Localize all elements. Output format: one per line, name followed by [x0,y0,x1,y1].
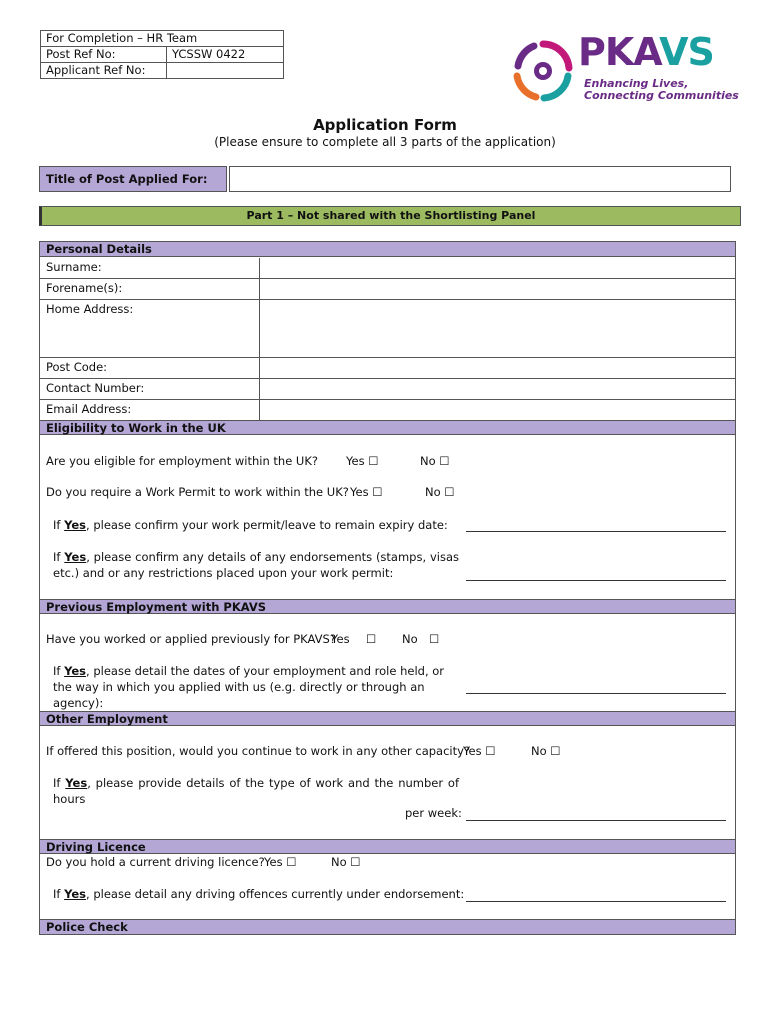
endorsements-question: If Yes, please confirm any details of any endorsements (stamps, visas etc.) and or any restrictions placed upon your work permit: [53,550,459,580]
eligible-no-checkbox[interactable]: No ☐ [420,454,450,468]
driving-offences-question: If Yes, please detail any driving offences currently under endorsement: [53,887,465,901]
permit-no-checkbox[interactable]: No ☐ [425,485,455,499]
previous-details-field[interactable] [466,693,726,694]
contact-field[interactable] [259,379,736,399]
eligible-question: Are you eligible for employment within the UK? [46,454,318,468]
forename-field[interactable] [259,279,736,299]
eligible-yes-checkbox[interactable]: Yes ☐ [346,454,379,468]
applicant-ref-label: Applicant Ref No: [41,63,167,79]
personal-details-heading: Personal Details [40,242,735,257]
postcode-label: Post Code: [46,360,108,374]
per-week-label: per week: [405,806,462,820]
part1-banner: Part 1 – Not shared with the Shortlisting Panel [39,206,741,226]
other-employment-heading: Other Employment [40,711,735,726]
police-check-heading: Police Check [40,919,735,934]
previous-yes-label: Yes [331,632,350,646]
driving-licence-heading: Driving Licence [40,839,735,854]
email-label: Email Address: [46,402,132,416]
logo-tagline-2: Connecting Communities [584,89,739,102]
post-ref-value: YCSSW 0422 [167,47,284,63]
postcode-row [40,358,735,379]
other-question: If offered this position, would you continue to work in any other capacity? [46,744,471,758]
post-ref-label: Post Ref No: [41,47,167,63]
permit-expiry-field[interactable] [466,531,726,532]
contact-label: Contact Number: [46,381,145,395]
previous-yes-checkbox[interactable]: ☐ [366,632,377,646]
driving-offences-field[interactable] [466,901,726,902]
eligibility-heading: Eligibility to Work in the UK [40,420,735,435]
driving-question: Do you hold a current driving licence? [46,855,265,869]
permit-yes-checkbox[interactable]: Yes ☐ [350,485,383,499]
form-frame [39,241,736,935]
logo-swirl-icon [510,38,576,104]
other-details-question: If Yes, please provide details of the type of work and the number of hours [53,776,459,806]
email-row [40,400,735,420]
applicant-ref-field[interactable] [167,63,284,79]
address-label: Home Address: [46,302,134,316]
other-no-checkbox[interactable]: No ☐ [531,744,561,758]
previous-employment-heading: Previous Employment with PKAVS [40,599,735,614]
address-row [40,300,735,358]
previous-details-question: If Yes, please detail the dates of your employment and role held, or the way in which you applied with us (e.g. directly or through an agency): [53,664,445,710]
email-field[interactable] [259,400,736,420]
post-title-field[interactable] [229,166,731,192]
previous-question: Have you worked or applied previously for PKAVS? [46,632,336,646]
post-title-label: Title of Post Applied For: [39,166,227,192]
contact-row [40,379,735,400]
other-yes-checkbox[interactable]: Yes ☐ [463,744,496,758]
previous-no-checkbox[interactable]: ☐ [429,632,440,646]
postcode-field[interactable] [259,358,736,378]
surname-row [40,258,735,279]
pkavs-logo [510,30,740,106]
hr-box-title: For Completion – HR Team [41,31,284,47]
logo-wordmark: PKAVS [578,30,714,74]
permit-expiry-question: If Yes, please confirm your work permit/leave to remain expiry date: [53,518,448,532]
driving-no-checkbox[interactable]: No ☐ [331,855,361,869]
form-subtitle: (Please ensure to complete all 3 parts of the application) [214,135,556,149]
previous-no-label: No [402,632,418,646]
form-title: Application Form [313,116,457,134]
address-field[interactable] [259,300,736,357]
surname-field[interactable] [259,258,736,278]
logo-tagline-1: Enhancing Lives, [584,77,689,90]
forename-label: Forename(s): [46,281,123,295]
surname-label: Surname: [46,260,102,274]
other-details-field[interactable] [466,820,726,821]
driving-yes-checkbox[interactable]: Yes ☐ [264,855,297,869]
forename-row [40,279,735,300]
hr-completion-box [40,30,284,79]
endorsements-field[interactable] [466,580,726,581]
permit-question: Do you require a Work Permit to work within the UK? [46,485,349,499]
